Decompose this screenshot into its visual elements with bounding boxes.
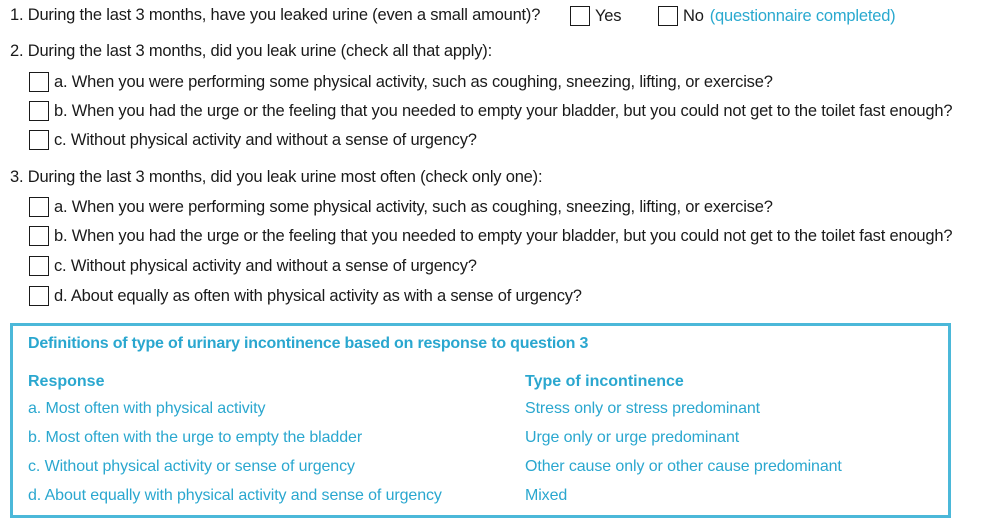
definitions-box [10,323,951,518]
question-1-text: 1. During the last 3 months, have you leaked urine (even a small amount)? [10,6,541,24]
q3-option-b[interactable] [29,226,952,246]
q3-option-d[interactable] [29,286,582,306]
q3-option-d-label: d. About equally as often with physical activity as with a sense of urgency? [54,286,582,305]
q1-no-label: No [683,6,704,25]
q1-yes-checkbox[interactable] [570,6,590,26]
question-3-text: 3. During the last 3 months, did you leak urine most often (check only one): [10,168,543,186]
q3-option-c-checkbox[interactable] [29,256,49,276]
definition-response-c: c. Without physical activity or sense of urgency [28,458,355,475]
q3-option-c[interactable] [29,256,477,276]
q1-no-checkbox[interactable] [658,6,678,26]
definition-type-a: Stress only or stress predominant [525,400,761,417]
response-column-header: Response [28,373,105,390]
q3-option-c-label: c. Without physical activity and without a sense of urgency? [54,256,477,275]
definition-type-d: Mixed [525,487,568,504]
q2-option-b-label: b. When you had the urge or the feeling that you needed to empty your bladder, but you could not get to the toilet fast enough? [54,101,953,120]
q3-option-a-label: a. When you were performing some physical activity, such as coughing, sneezing, lifting, or exercise? [54,197,773,216]
q2-option-c[interactable] [29,130,477,150]
q1-no-option[interactable] [658,6,895,26]
q2-option-b[interactable] [29,101,952,121]
q2-option-a-label: a. When you were performing some physical activity, such as coughing, sneezing, lifting, or exercise? [54,72,773,91]
definition-response-a: a. Most often with physical activity [28,400,266,417]
q2-option-a-checkbox[interactable] [29,72,49,92]
question-2-text: 2. During the last 3 months, did you leak urine (check all that apply): [10,42,492,60]
definition-type-b: Urge only or urge predominant [525,429,740,446]
q2-option-b-checkbox[interactable] [29,101,49,121]
q3-option-a-checkbox[interactable] [29,197,49,217]
q1-yes-label: Yes [595,6,622,25]
q3-option-b-label: b. When you had the urge or the feeling that you needed to empty your bladder, but you could not get to the toilet fast enough? [54,226,953,245]
definitions-title: Definitions of type of urinary incontinence based on response to question 3 [28,335,589,352]
definition-response-d: d. About equally with physical activity and sense of urgency [28,487,442,504]
q3-option-b-checkbox[interactable] [29,226,49,246]
q1-no-note: (questionnaire completed) [709,6,896,25]
q2-option-c-label: c. Without physical activity and without a sense of urgency? [54,130,477,149]
q3-option-a[interactable] [29,197,773,217]
q2-option-a[interactable] [29,72,773,92]
definition-type-c: Other cause only or other cause predominant [525,458,842,475]
q1-yes-option[interactable] [570,6,621,26]
q3-option-d-checkbox[interactable] [29,286,49,306]
q2-option-c-checkbox[interactable] [29,130,49,150]
type-column-header: Type of incontinence [525,373,684,390]
definition-response-b: b. Most often with the urge to empty the bladder [28,429,363,446]
